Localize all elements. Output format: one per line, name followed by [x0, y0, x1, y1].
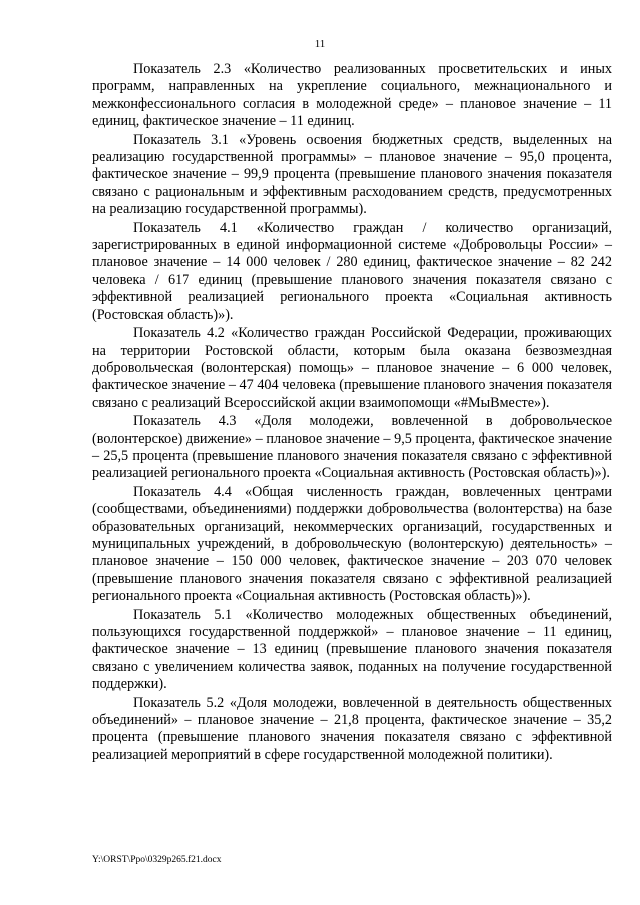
document-body	[92, 61, 612, 765]
paragraph-indicator-4-4: Показатель 4.4 «Общая численность граждан, вовлеченных центрами (сообществами, объединениями) поддержки добровольчества (волонтерства) на базе образовательных организаций, некоммерческих организаций, государственных и муниципальных учреждений, в добровольческую (волонтерскую) деятельность» – плановое значение – 150 000 человек, фактическое значение – 203 070 человек (превышение планового значения показателя связано с эффективной реализацией регионального проекта «Социальная активность (Ростовская область)»).	[92, 483, 612, 605]
paragraph-indicator-5-2: Показатель 5.2 «Доля молодежи, вовлеченной в деятельность общественных объединений» – плановое значение – 21,8 процента, фактическое значение – 35,2 процента (превышение планового значения показателя связано с эффективной реализацией мероприятий в сфере государственной молодежной политики).	[92, 694, 612, 763]
paragraph-indicator-4-2: Показатель 4.2 «Количество граждан Российской Федерации, проживающих на территории Ростовской области, которым была оказана безвозмездная добровольческая (волонтерская) помощь» – плановое значение – 6 000 человек, фактическое значение – 47 404 человека (превышение планового значения показателя связано с реализаций Всероссийской акции взаимопомощи «#МыВместе»).	[92, 325, 612, 411]
paragraph-indicator-2-3: Показатель 2.3 «Количество реализованных просветительских и иных программ, направленных на укрепление социального, межнационального и межконфессионального согласия в молодежной среде» – плановое значение – 11 единиц, фактическое значение – 11 единиц.	[92, 61, 612, 130]
footer-file-path: Y:\ORST\Ppo\0329p265.f21.docx	[92, 855, 222, 865]
paragraph-indicator-4-1: Показатель 4.1 «Количество граждан / количество организаций, зарегистрированных в единой информационной системе «Добровольцы России» – плановое значение – 14 000 человек / 280 единиц, фактическое значение – 82 242 человека / 617 единиц (превышение планового значения показателя связано с эффективной реализацией регионального проекта «Социальная активность (Ростовская область)»).	[92, 219, 612, 323]
paragraph-indicator-3-1: Показатель 3.1 «Уровень освоения бюджетных средств, выделенных на реализацию государственной программы» – плановое значение – 95,0 процента, фактическое значение – 99,9 процента (превышение планового значения показателя связано с рациональным и эффективным расходованием средств, предусмотренных на реализацию государственной программы).	[92, 131, 612, 218]
page-number: 11	[314, 38, 326, 50]
paragraph-indicator-4-3: Показатель 4.3 «Доля молодежи, вовлеченной в добровольческое (волонтерское) движение» – плановое значение – 9,5 процента, фактическое значение – 25,5 процента (превышение планового значения показателя связано с эффективной реализацией регионального проекта «Социальная активность (Ростовская область)»).	[92, 413, 612, 482]
paragraph-indicator-5-1: Показатель 5.1 «Количество молодежных общественных объединений, пользующихся государственной поддержкой» – плановое значение – 11 единиц, фактическое значение – 13 единиц (превышение планового значения показателя связано с увеличением количества заявок, поданных на получение государственной поддержки).	[92, 606, 612, 693]
